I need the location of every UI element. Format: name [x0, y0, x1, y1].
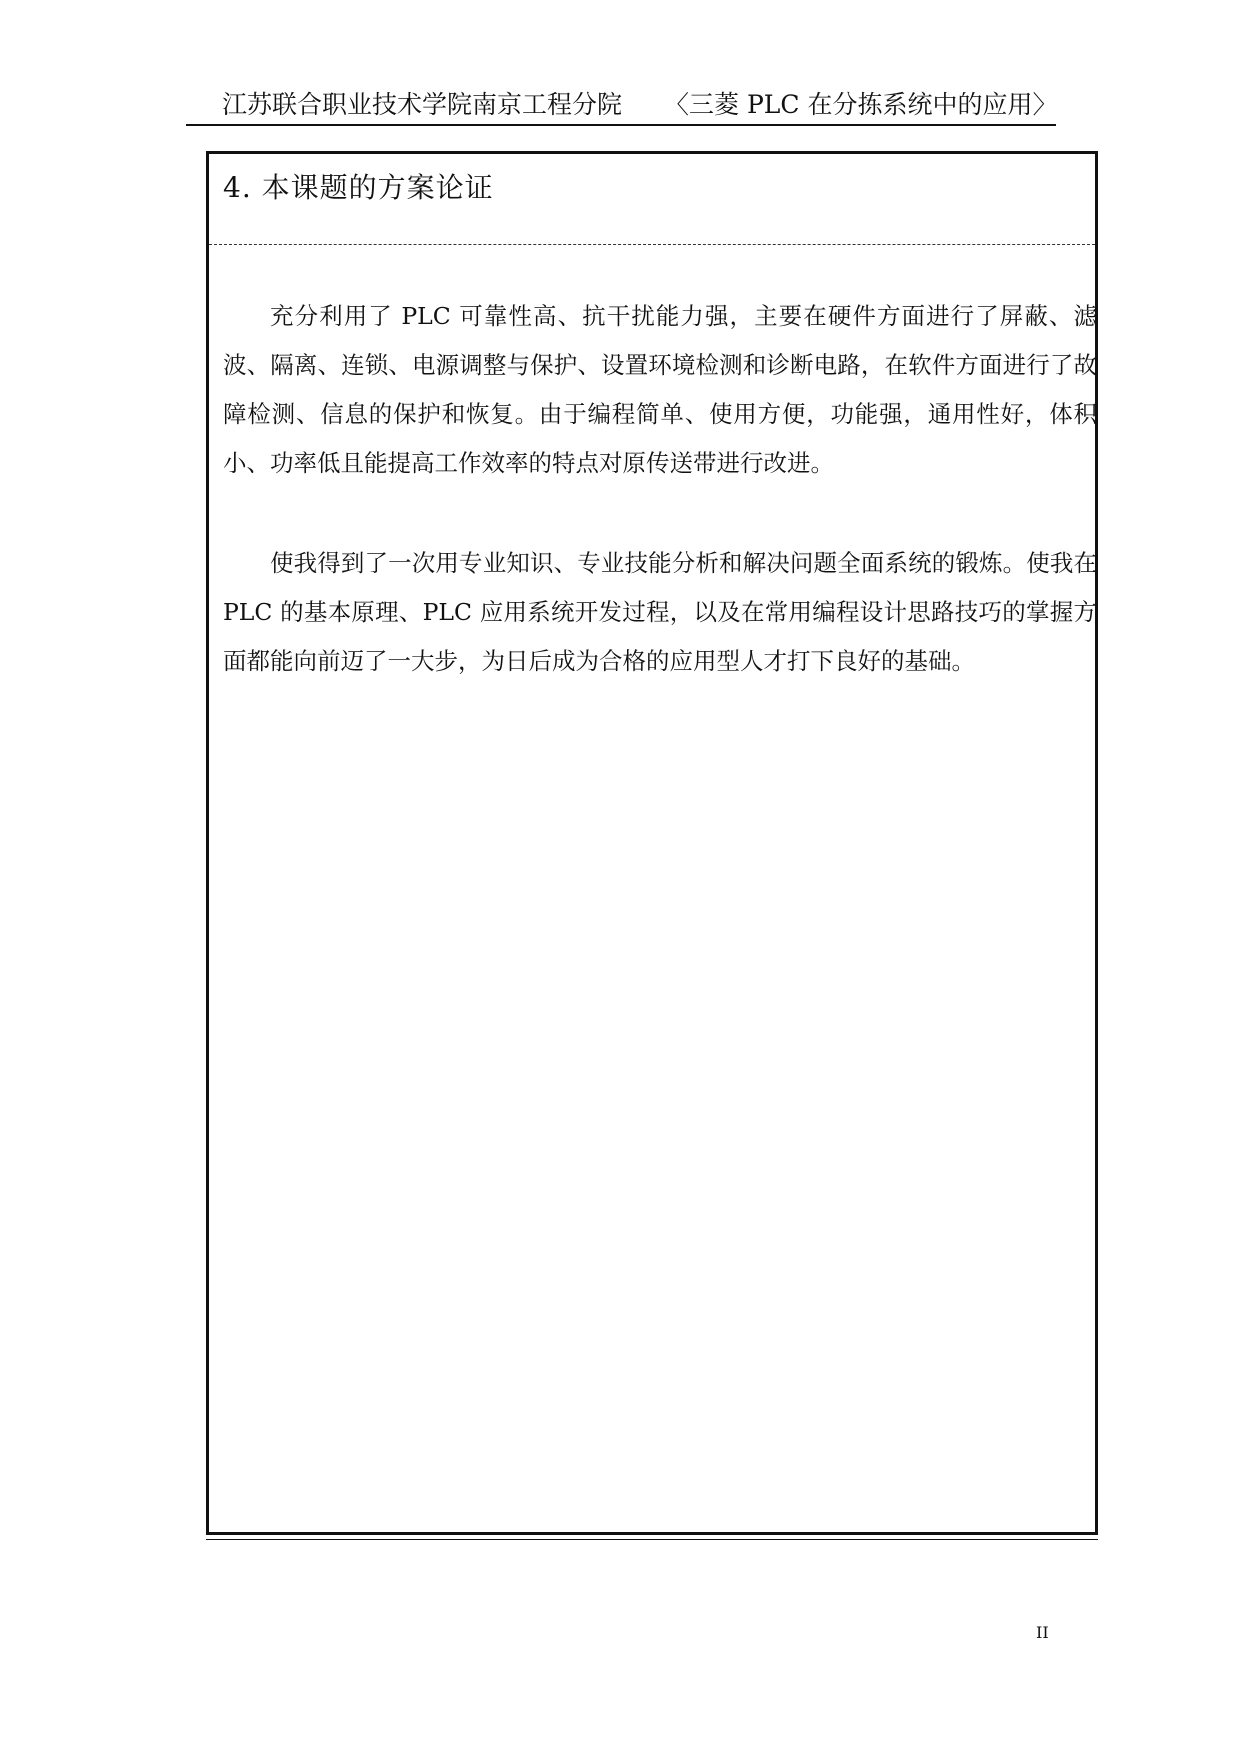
section-heading: 4. 本课题的方案论证 [223, 171, 494, 204]
header-rule [186, 124, 1056, 126]
header-document-title: 〈三菱 PLC 在分拣系统中的应用〉 [664, 90, 1058, 119]
section-box [206, 151, 1098, 1535]
page-number: II [1036, 1623, 1049, 1642]
header-institution: 江苏联合职业技术学院南京工程分院 [222, 90, 623, 119]
running-header [186, 86, 1056, 124]
body-paragraph: 使我得到了一次用专业知识、专业技能分析和解决问题全面系统的锻炼。使我在 PLC 的基本原理、PLC 应用系统开发过程，以及在常用编程设计思路技巧的掌握方面都能向前迈了一大步，为日后成为合格的应用型人才打下良好的基础。 [223, 549, 1097, 675]
body-paragraph: 充分利用了 PLC 可靠性高、抗干扰能力强，主要在硬件方面进行了屏蔽、滤波、隔离、连锁、电源调整与保护、设置环境检测和诊断电路，在软件方面进行了故障检测、信息的保护和恢复。由于编程简单、使用方便，功能强，通用性好，体积小、功率低且能提高工作效率的特点对原传送带进行改进。 [223, 302, 1097, 477]
section-box-bottom-rule [206, 1539, 1098, 1540]
heading-divider [209, 244, 1095, 245]
